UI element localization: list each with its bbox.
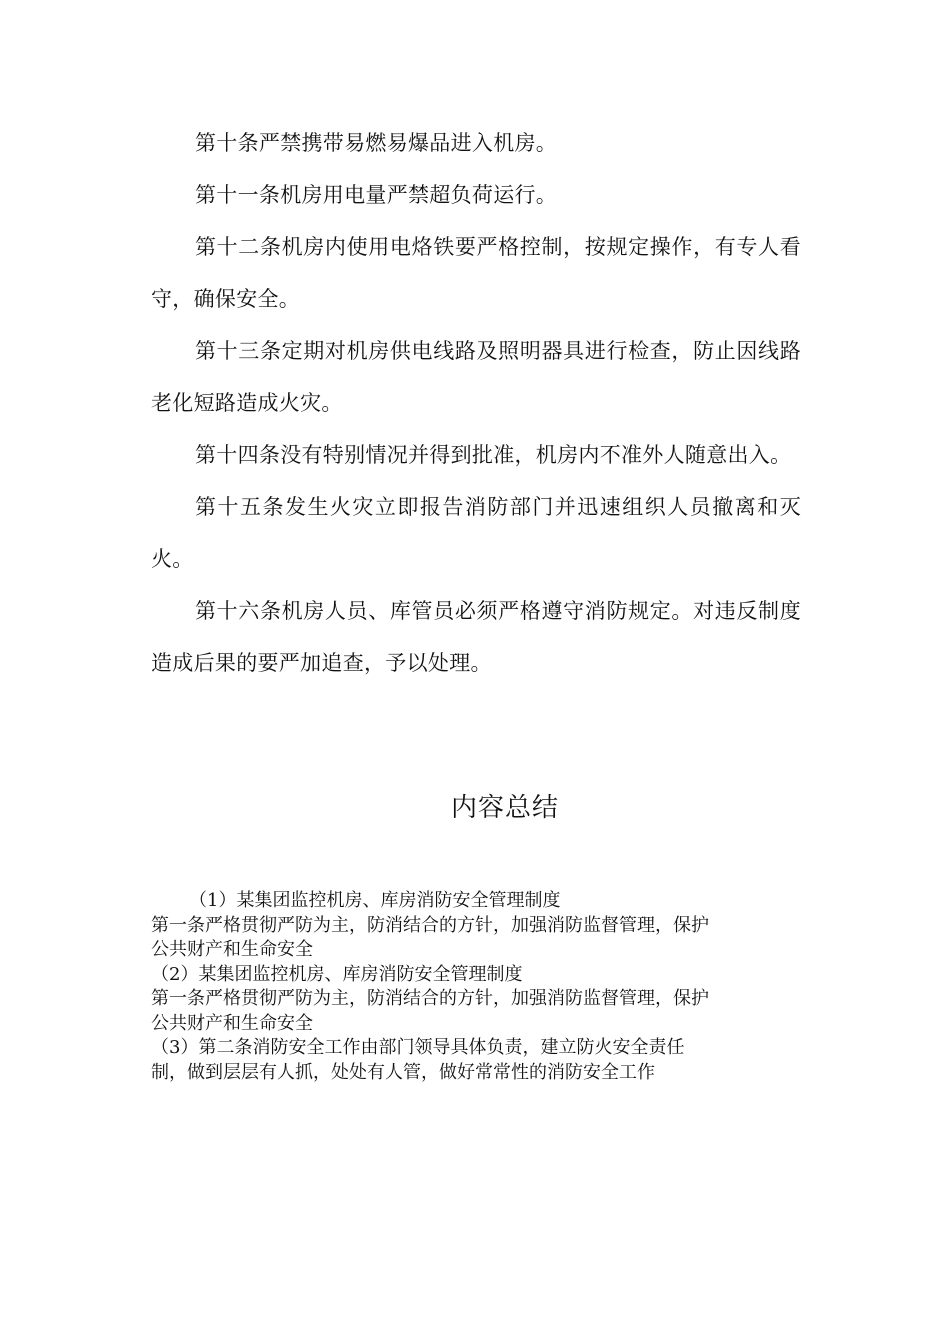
summary-line: 第一条严格贯彻严防为主，防消结合的方针，加强消防监督管理，保护 — [151, 914, 709, 936]
summary-line: 第一条严格贯彻严防为主，防消结合的方针，加强消防监督管理，保护 — [151, 988, 709, 1009]
article-15: 第十五条发生火灾立即报告消防部门并迅速组织人员撤离和灭火。 — [151, 495, 801, 571]
article-13: 第十三条定期对机房供电线路及照明器具进行检查，防止因线路老化短路造成火灾。 — [151, 339, 801, 415]
regulation-body — [151, 117, 801, 689]
summary-line: （3）第二条消防安全工作由部门领导具体负责，建立防火安全责任 — [151, 1037, 685, 1058]
summary-line: 公共财产和生命安全 — [151, 1012, 313, 1034]
article-16: 第十六条机房人员、库管员必须严格遵守消防规定。对违反制度造成后果的要严加追查，予以处理。 — [151, 599, 801, 675]
summary-line: （1）某集团监控机房、库房消防安全管理制度 — [189, 890, 561, 911]
article-14: 第十四条没有特别情况并得到批准，机房内不准外人随意出入。 — [195, 443, 792, 467]
article-11: 第十一条机房用电量严禁超负荷运行。 — [195, 183, 558, 207]
summary-line: 公共财产和生命安全 — [151, 939, 313, 960]
summary-line: 制，做到层层有人抓，处处有人管，做好常常性的消防安全工作 — [151, 1061, 655, 1083]
summary-line: （2）某集团监控机房、库房消防安全管理制度 — [151, 963, 523, 985]
article-12: 第十二条机房内使用电烙铁要严格控制，按规定操作，有专人看守，确保安全。 — [151, 235, 801, 311]
summary-block — [151, 889, 801, 1085]
summary-title: 内容总结 — [450, 793, 559, 823]
article-10: 第十条严禁携带易燃易爆品进入机房。 — [195, 131, 558, 155]
